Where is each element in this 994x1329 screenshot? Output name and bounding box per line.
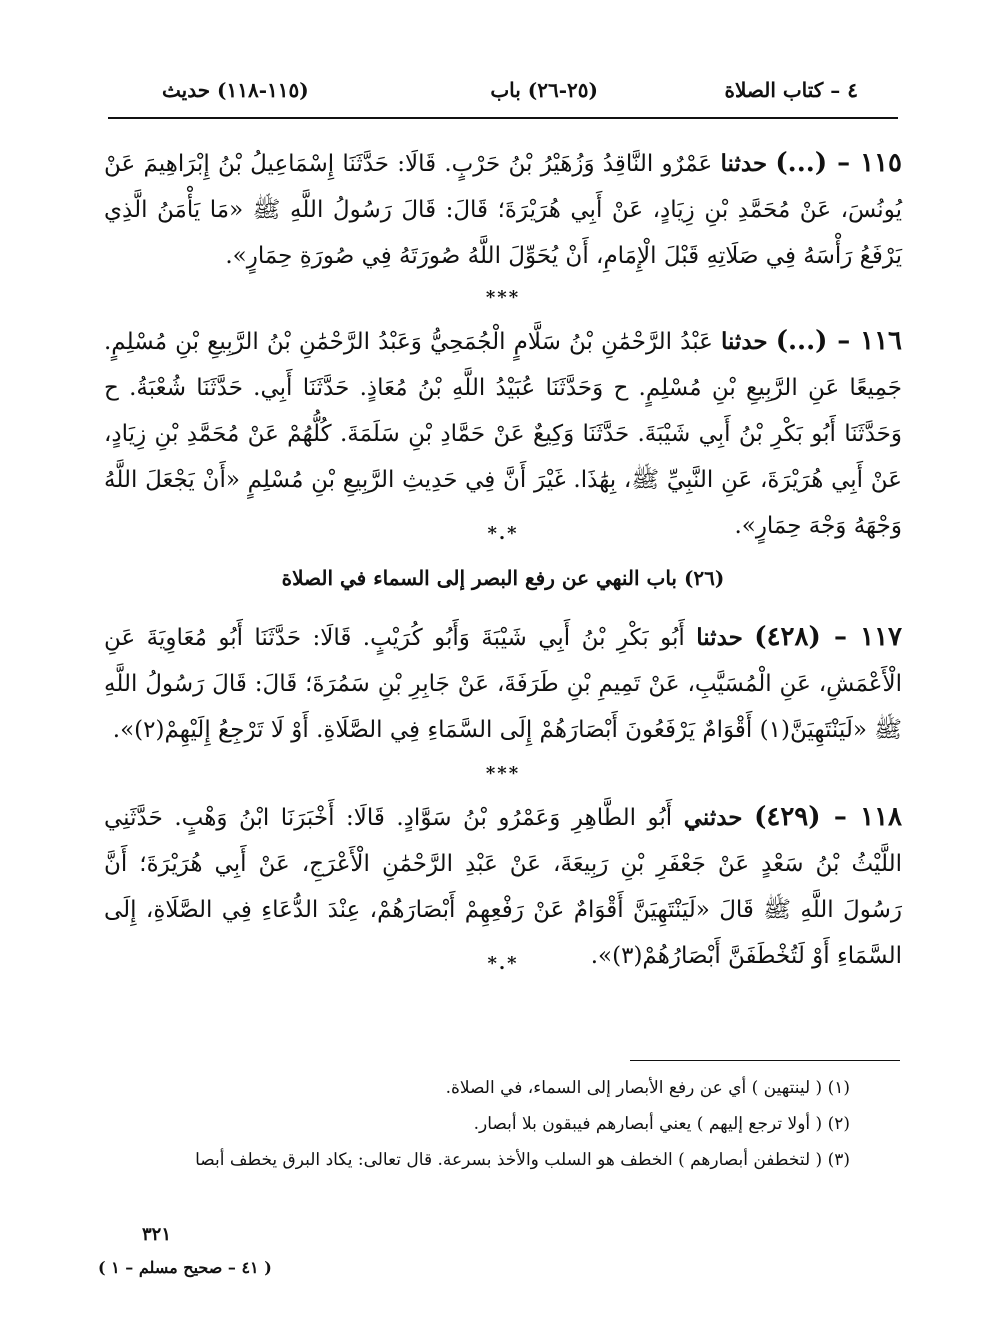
footnotes	[195, 1070, 850, 1178]
hadith-opening: حدثنا	[720, 328, 768, 355]
hadith-text: عَمْرٌو النَّاقِدُ وَزُهَيْرُ بْنُ حَرْبٍ. قَالَا: حَدَّثَنَا إِسْمَاعِيلُ بْنُ إِبْرَاهِيمَ عَنْ يُونُسَ، عَنْ مُحَمَّدِ بْنِ زِيَادٍ، عَنْ أَبِي هُرَيْرَةَ؛ قَالَ: قَالَ رَسُولُ اللَّهِ ﷺ «مَا يَأْمَنُ الَّذِي يَرْفَعُ رَأْسَهُ فِي صَلَاتِهِ قَبْلَ الْإِمَامِ، أَنْ يُحَوِّلَ اللَّهُ صُورَتَهُ فِي صُورَةِ حِمَارٍ».	[104, 151, 902, 269]
hadith-number: ١١٦ – (...)	[775, 326, 903, 356]
separator: *.*	[487, 523, 519, 544]
header-chapter-range: (٢٥-٢٦) باب	[490, 78, 598, 102]
hadith-117	[104, 614, 902, 753]
hadith-number: ١١٥ – (...)	[775, 148, 902, 178]
chapter-title: (٢٦) باب النهي عن رفع البصر إلى السماء في الصلاة	[281, 566, 725, 590]
header-book-title: ٤ – كتاب الصلاة	[724, 78, 858, 102]
footnote-1: (١) ( لينتهين ) أي عن رفع الأبصار إلى السماء، في الصلاة.	[445, 1078, 850, 1098]
running-header	[108, 78, 898, 112]
hadith-number: ١١٨ – (٤٢٩)	[754, 802, 903, 832]
footnote-2: (٢) ( أولا ترجع إليهم ) يعني أبصارهم فيبقون بلا أبصار.	[473, 1114, 850, 1134]
printer-signature: ( ٤١ – صحيح مسلم – ١ )	[98, 1258, 272, 1277]
hadith-number: ١١٧ – (٤٢٨)	[754, 622, 903, 652]
hadith-text: عَبْدُ الرَّحْمَٰنِ بْنُ سَلَّامٍ الْجُمَحِيُّ وَعَبْدُ الرَّحْمَٰنِ بْنُ الرَّبِيعِ بْنِ مُسْلِمٍ. جَمِيعًا عَنِ الرَّبِيعِ بْنِ مُسْلِمٍ. ح وَحَدَّثَنَا عُبَيْدُ اللَّهِ بْنُ مُعَاذٍ. حَدَّثَنَا أَبِي. حَدَّثَنَا شُعْبَةُ. ح وَحَدَّثَنَا أَبُو بَكْرِ بْنُ أَبِي شَيْبَةَ. حَدَّثَنَا وَكِيعٌ عَنْ حَمَّادِ بْنِ سَلَمَةَ. كُلُّهُمْ عَنْ مُحَمَّدِ بْنِ زِيَادٍ، عَنْ أَبِي هُرَيْرَةَ، عَنِ النَّبِيِّ ﷺ، بِهَٰذَا. غَيْرَ أَنَّ فِي حَدِيثِ الرَّبِيعِ بْنِ مُسْلِمٍ «أَنْ يَجْعَلَ اللَّهُ وَجْهَهُ وَجْهَ حِمَارٍ».	[104, 329, 902, 539]
hadith-text: أَبُو الطَّاهِرِ وَعَمْرُو بْنُ سَوَّادٍ. قَالَا: أَخْبَرَنَا ابْنُ وَهْبٍ. حَدَّثَنِي اللَّيْثُ بْنُ سَعْدٍ عَنْ جَعْفَرِ بْنِ رَبِيعَةَ، عَنْ عَبْدِ الرَّحْمَٰنِ الْأَعْرَجِ، عَنْ أَبِي هُرَيْرَةَ؛ أَنَّ رَسُولَ اللَّهِ ﷺ قَالَ «لَيَنْتَهِيَنَّ أَقْوَامٌ عَنْ رَفْعِهِمْ أَبْصَارَهُمْ، عِنْدَ الدُّعَاءِ فِي الصَّلَاةِ، إِلَى السَّمَاءِ أَوْ لَتُخْطَفَنَّ أَبْصَارُهُمْ(٣)».	[104, 805, 902, 969]
footnote-3: (٣) ( لتخطفن أبصارهم ) الخطف هو السلب والأخذ بسرعة. قال تعالى: يكاد البرق يخطف أبصا	[195, 1150, 850, 1170]
hadith-opening: حدثنا	[720, 150, 768, 177]
separator: ***	[485, 763, 521, 784]
separator: ***	[485, 287, 521, 308]
hadith-opening: حدثنا	[696, 624, 743, 651]
hadith-opening: حدثني	[683, 804, 743, 831]
hadith-115	[104, 140, 902, 279]
header-rule	[108, 117, 898, 119]
page-number: ٣٢١	[142, 1224, 172, 1245]
hadith-text: أَبُو بَكْرِ بْنُ أَبِي شَيْبَةَ وَأَبُو كُرَيْبٍ. قَالَا: حَدَّثَنَا أَبُو مُعَاوِيَةَ عَنِ الْأَعْمَشِ، عَنِ الْمُسَيَّبِ، عَنْ تَمِيمِ بْنِ طَرَفَةَ، عَنْ جَابِرِ بْنِ سَمُرَةَ؛ قَالَ: قَالَ رَسُولُ اللَّهِ ﷺ «لَيَنْتَهِيَنَّ(١) أَقْوَامٌ يَرْفَعُونَ أَبْصَارَهُمْ إِلَى السَّمَاءِ فِي الصَّلَاةِ. أَوْ لَا تَرْجِعُ إِلَيْهِمْ(٢)».	[104, 625, 902, 743]
hadith-118	[104, 794, 902, 979]
header-hadith-range: (١١٥-١١٨) حديث	[162, 78, 309, 102]
separator: *.*	[487, 953, 519, 974]
footnote-rule	[630, 1060, 900, 1061]
hadith-116	[104, 318, 902, 549]
main-text	[104, 140, 902, 1020]
